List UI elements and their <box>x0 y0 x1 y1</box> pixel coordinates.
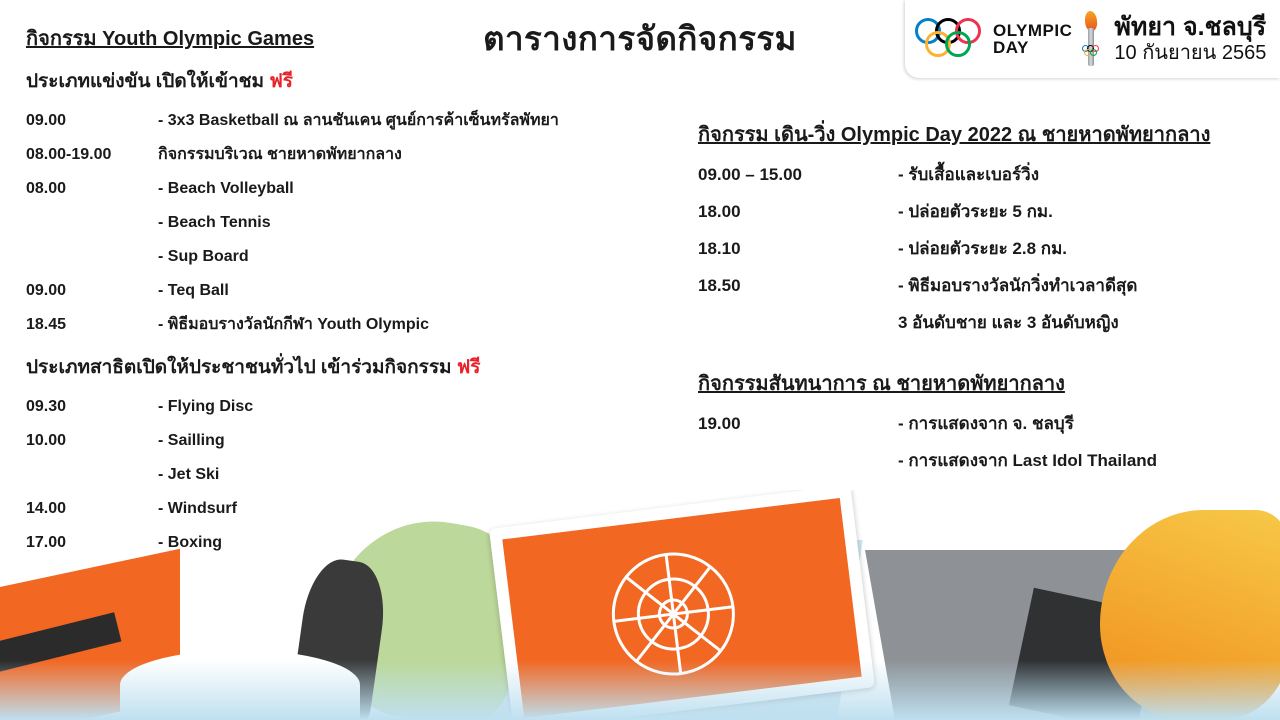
left-subhead-demo <box>26 352 666 382</box>
row-time: 09.00 <box>26 112 67 129</box>
right-section-title-run: กิจกรรม เดิน-วิ่ง Olympic Day 2022 ณ ชายหาดพัทยากลาง <box>698 124 1211 146</box>
sports-collage-artwork <box>0 490 1280 720</box>
olympic-word-line1: OLYMPIC <box>993 21 1073 40</box>
free-badge-1: ฟรี <box>269 71 293 92</box>
table-row <box>26 240 666 274</box>
table-row <box>26 206 666 240</box>
row-time: 19.00 <box>698 414 741 433</box>
table-row <box>26 274 666 308</box>
row-desc: - Sup Board <box>158 248 249 265</box>
olympic-day-wordmark <box>993 22 1072 56</box>
row-time: 08.00-19.00 <box>26 146 112 163</box>
row-desc: - Boxing <box>158 534 222 551</box>
row-desc: - ปล่อยตัวระยะ 2.8 กม. <box>898 239 1068 258</box>
row-time: 09.00 – 15.00 <box>698 165 802 184</box>
row-desc: กิจกรรมบริเวณ ชายหาดพัทยากลาง <box>158 146 402 163</box>
row-desc: - ปล่อยตัวระยะ 5 กม. <box>898 202 1053 221</box>
row-desc: - พิธีมอบรางวัลนักกีฬา Youth Olympic <box>158 316 429 333</box>
row-time: 17.00 <box>26 534 67 551</box>
row-desc: - Beach Tennis <box>158 214 271 231</box>
left-column <box>26 22 666 560</box>
left-section-title: กิจกรรม Youth Olympic Games <box>26 28 315 50</box>
event-place: พัทยา จ.ชลบุรี <box>1114 13 1267 42</box>
table-row <box>26 458 666 492</box>
row-time: 18.00 <box>698 202 741 221</box>
row-time: 14.00 <box>26 500 67 517</box>
table-row <box>698 156 1258 193</box>
brand-text <box>1114 13 1266 65</box>
page-title: ตารางการจัดกิจกรรม <box>483 20 797 57</box>
olympic-word-line2: DAY <box>993 38 1029 57</box>
row-desc: - พิธีมอบรางวัลนักวิ่งทำเวลาดีสุด <box>898 276 1138 295</box>
row-time: 10.00 <box>26 432 67 449</box>
left-subhead-demo-text: ประเภทสาธิตเปิดให้ประชาชนทั่วไป เข้าร่วมกิจกรรม <box>26 357 457 378</box>
row-time: 18.45 <box>26 316 67 333</box>
row-desc: - 3x3 Basketball ณ ลานชันเคน ศูนย์การค้าเซ็นทรัลพัทยา <box>158 112 559 129</box>
row-desc: - Sailling <box>158 432 225 449</box>
row-desc: - Flying Disc <box>158 398 254 415</box>
left-subhead-competition-text: ประเภทแข่งขัน เปิดให้เข้าชม <box>26 71 270 92</box>
row-time: 08.00 <box>26 180 67 197</box>
table-row <box>698 442 1258 479</box>
row-desc: - Windsurf <box>158 500 237 517</box>
row-time: 09.00 <box>26 282 67 299</box>
table-row <box>26 424 666 458</box>
row-desc: - Jet Ski <box>158 466 220 483</box>
row-desc: - การแสดงจาก จ. ชลบุรี <box>898 414 1074 433</box>
torch-icon <box>1078 11 1104 67</box>
right-section-title-recreation: กิจกรรมสันทนาการ ณ ชายหาดพัทยากลาง <box>698 373 1065 395</box>
free-badge-2: ฟรี <box>456 357 481 378</box>
olympic-rings-icon <box>915 16 989 62</box>
row-desc: 3 อันดับชาย และ 3 อันดับหญิง <box>898 313 1119 332</box>
row-desc: - Beach Volleyball <box>158 180 294 197</box>
event-date: 10 กันยายน 2565 <box>1114 41 1267 64</box>
row-time: 18.50 <box>698 276 741 295</box>
table-row <box>26 138 666 172</box>
row-time: 18.10 <box>698 239 741 258</box>
right-column <box>698 118 1258 479</box>
table-row <box>698 405 1258 442</box>
table-row <box>698 304 1258 341</box>
table-row <box>698 193 1258 230</box>
table-row <box>698 230 1258 267</box>
brand-plate <box>905 0 1280 78</box>
row-time: 09.30 <box>26 398 67 415</box>
table-row <box>26 172 666 206</box>
row-desc: - รับเสื้อและเบอร์วิ่ง <box>898 165 1039 184</box>
left-subhead-competition <box>26 66 666 96</box>
table-row <box>26 390 666 424</box>
row-desc: - การแสดงจาก Last Idol Thailand <box>898 451 1158 470</box>
row-desc: - Teq Ball <box>158 282 229 299</box>
table-row <box>698 267 1258 304</box>
table-row <box>26 104 666 138</box>
table-row <box>26 308 666 342</box>
